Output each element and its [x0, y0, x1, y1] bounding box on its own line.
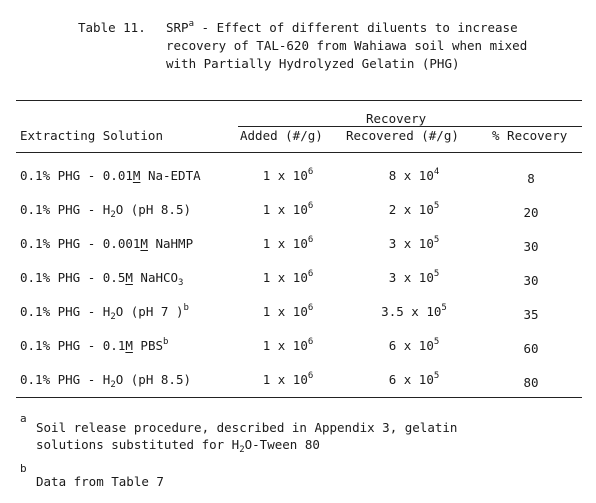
solution-suffix: NaHMP	[147, 236, 194, 251]
added-exponent: 6	[307, 269, 314, 279]
recovered-base: 3 x 10	[388, 270, 434, 285]
table-row-4-added	[233, 270, 343, 285]
footnote-a-text-end: O-Tween 80	[244, 437, 320, 452]
footnote-a-line-1: Soil release procedure, described in Appendix 3, gelatin	[36, 420, 458, 435]
table-row-7-added	[233, 372, 343, 387]
table-caption-label: Table 11.	[78, 20, 146, 35]
solution-prefix: 0.1% PHG - 0.1	[20, 338, 126, 353]
bottom-rule	[16, 397, 582, 398]
footnote-a-subscript: 2	[239, 445, 245, 455]
table-row-3-percent: 30	[523, 239, 539, 254]
recovered-exponent: 5	[433, 371, 440, 381]
added-base: 1 x 10	[262, 338, 308, 353]
column-header-extracting-solution: Extracting Solution	[20, 128, 163, 143]
molar-unit: M	[125, 270, 133, 285]
recovered-exponent: 5	[441, 303, 447, 313]
table-row-2-recovered	[344, 202, 484, 217]
added-base: 1 x 10	[262, 202, 308, 217]
table-row-6-added	[233, 338, 343, 353]
table-row-3-solution	[20, 236, 193, 251]
footnote-a-mark: a	[20, 412, 27, 425]
recovered-exponent: 5	[433, 269, 440, 279]
column-header-percent-recovery: % Recovery	[492, 128, 568, 143]
recovered-base: 2 x 10	[388, 202, 434, 217]
added-base: 1 x 10	[262, 270, 308, 285]
recovered-base: 3.5 x 10	[381, 304, 442, 319]
table-row-4-percent: 30	[523, 273, 539, 288]
table-caption-line-2: recovery of TAL-620 from Wahiawa soil when mixed	[166, 38, 528, 53]
top-rule	[16, 100, 582, 101]
table-row-1-percent: 8	[527, 171, 535, 186]
table-row-6-recovered	[344, 338, 484, 353]
solution-prefix: 0.1% PHG - 0.001	[20, 236, 141, 251]
solution-prefix: 0.1% PHG - H	[20, 202, 111, 217]
solution-prefix: 0.1% PHG - H	[20, 372, 111, 387]
added-exponent: 6	[307, 371, 314, 381]
footnote-a-line-2	[36, 437, 320, 455]
recovered-base: 8 x 10	[388, 168, 434, 183]
solution-footnote-mark: b	[163, 337, 169, 347]
solution-tail: O (pH 8.5)	[115, 372, 191, 387]
recovered-exponent: 5	[433, 337, 440, 347]
table-row-2-added	[233, 202, 343, 217]
recovered-base: 3 x 10	[388, 236, 434, 251]
recovery-group-header: Recovery	[366, 111, 427, 126]
solution-subscript: 2	[110, 312, 116, 322]
footnote-b-line-1: Data from Table 7	[36, 474, 164, 489]
solution-prefix: 0.1% PHG - H	[20, 304, 111, 319]
solution-subscript: 3	[178, 278, 184, 288]
added-exponent: 6	[307, 303, 314, 313]
recovered-exponent: 5	[433, 235, 440, 245]
table-row-5-solution	[20, 303, 189, 322]
added-base: 1 x 10	[262, 236, 308, 251]
table-row-1-added	[233, 168, 343, 183]
table-row-6-percent: 60	[523, 341, 539, 356]
recovered-base: 6 x 10	[388, 338, 434, 353]
table-row-1-solution	[20, 168, 201, 183]
table-row-4-recovered	[344, 270, 484, 285]
recovered-exponent: 5	[433, 201, 440, 211]
added-exponent: 6	[307, 167, 314, 177]
recovered-exponent: 4	[433, 167, 440, 177]
header-rule	[16, 152, 582, 153]
table-row-7-percent: 80	[523, 375, 539, 390]
molar-unit: M	[125, 338, 133, 353]
table-row-5-percent: 35	[523, 307, 539, 322]
table-row-2-percent: 20	[523, 205, 539, 220]
solution-suffix: NaHCO	[132, 270, 179, 285]
table-row-3-recovered	[344, 236, 484, 251]
table-row-5-added	[233, 304, 343, 319]
table-row-4-solution	[20, 270, 184, 288]
recovered-base: 6 x 10	[388, 372, 434, 387]
added-exponent: 6	[307, 235, 314, 245]
footnote-b-mark: b	[20, 462, 27, 475]
column-header-added: Added (#/g)	[240, 128, 323, 143]
caption-footnote-mark: a	[188, 19, 194, 29]
added-exponent: 6	[307, 337, 314, 347]
table-row-6-solution	[20, 338, 168, 353]
added-base: 1 x 10	[262, 304, 308, 319]
table-caption-line-1	[166, 20, 518, 35]
solution-subscript: 2	[110, 210, 116, 220]
added-base: 1 x 10	[262, 372, 308, 387]
caption-text: - Effect of different diluents to increase	[194, 20, 518, 35]
molar-unit: M	[132, 168, 141, 183]
column-header-recovered: Recovered (#/g)	[346, 128, 459, 143]
molar-unit: M	[140, 236, 148, 251]
footnote-a-text: solutions substituted for H	[36, 437, 240, 452]
table-row-3-added	[233, 236, 343, 251]
added-base: 1 x 10	[262, 168, 308, 183]
table-row-7-solution	[20, 372, 191, 390]
table-caption-line-3: with Partially Hydrolyzed Gelatin (PHG)	[166, 56, 460, 71]
solution-prefix: 0.1% PHG - 0.5	[20, 270, 126, 285]
solution-suffix: PBS	[132, 338, 163, 353]
table-row-2-solution	[20, 202, 191, 220]
solution-subscript: 2	[110, 380, 116, 390]
solution-tail: O (pH 8.5)	[115, 202, 191, 217]
group-header-rule	[238, 126, 582, 127]
solution-prefix: 0.1% PHG - 0.01	[20, 168, 133, 183]
solution-tail: O (pH 7 )	[115, 304, 184, 319]
table-row-5-recovered	[344, 304, 484, 319]
table-row-1-recovered	[344, 168, 484, 183]
solution-footnote-mark: b	[183, 303, 189, 313]
solution-suffix: Na-EDTA	[140, 168, 201, 183]
added-exponent: 6	[307, 201, 314, 211]
table-row-7-recovered	[344, 372, 484, 387]
caption-srp: SRP	[166, 20, 189, 35]
